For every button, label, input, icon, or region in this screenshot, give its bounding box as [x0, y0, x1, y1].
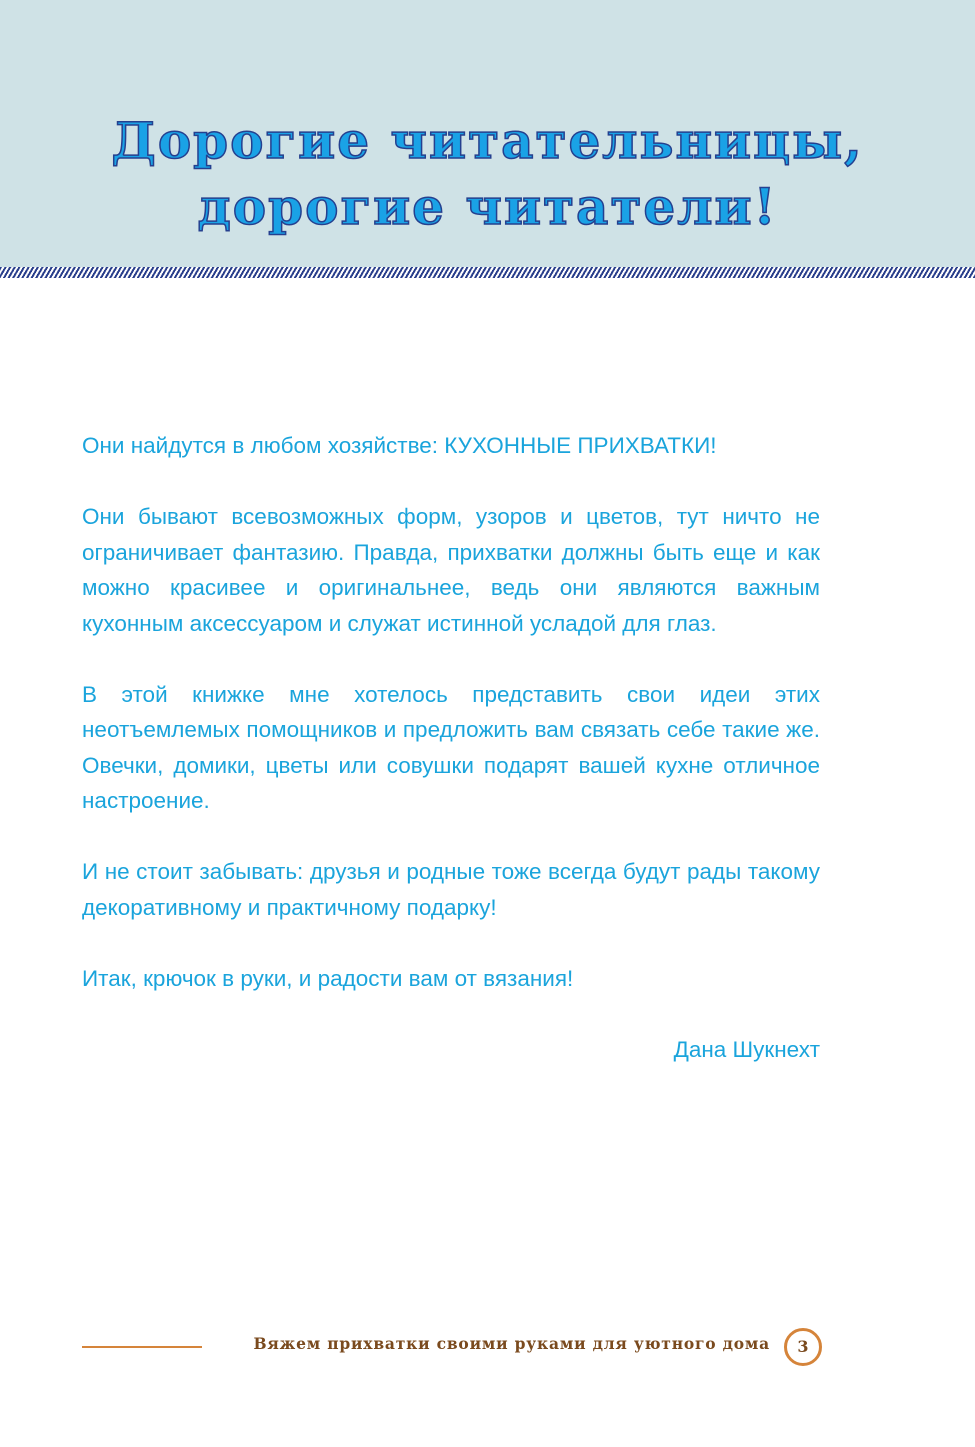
paragraph: Итак, крючок в руки, и радости вам от вязания!	[82, 965, 574, 991]
title-line-2: дорогие читатели!	[197, 177, 778, 236]
striped-divider	[0, 267, 975, 278]
footer-rule	[82, 1346, 202, 1348]
page-title	[0, 108, 975, 240]
paragraph: Они найдутся в любом хозяйстве: КУХОННЫЕ ПРИХВАТКИ!	[82, 433, 717, 458]
page-number: 3	[784, 1328, 822, 1366]
running-title: Вяжем прихватки своими руками для уютного дома	[253, 1334, 770, 1353]
page-footer	[82, 1328, 822, 1366]
body-text	[82, 428, 820, 1103]
paragraph: Они бывают всевозможных форм, узоров и цветов, тут ничто не ограничивает фантазию. Правда, прихватки должны быть еще и как можно красивее и оригинальнее, ведь они являются важным кухонным аксессуаром и служат истинной усладой для глаз.	[82, 504, 820, 636]
signature: Дана Шукнехт	[673, 1036, 820, 1062]
paragraph: В этой книжке мне хотелось представить свои идеи этих неотъемлемых помощников и предложить вам связать себе такие же. Овечки, домики, цветы или совушки подарят вашей кухне отличное настроение.	[82, 681, 820, 813]
title-line-1: Дорогие читательницы,	[111, 111, 864, 170]
paragraph: И не стоит забывать: друзья и родные тоже всегда будут рады такому декоративному и практичному подарку!	[82, 859, 820, 920]
